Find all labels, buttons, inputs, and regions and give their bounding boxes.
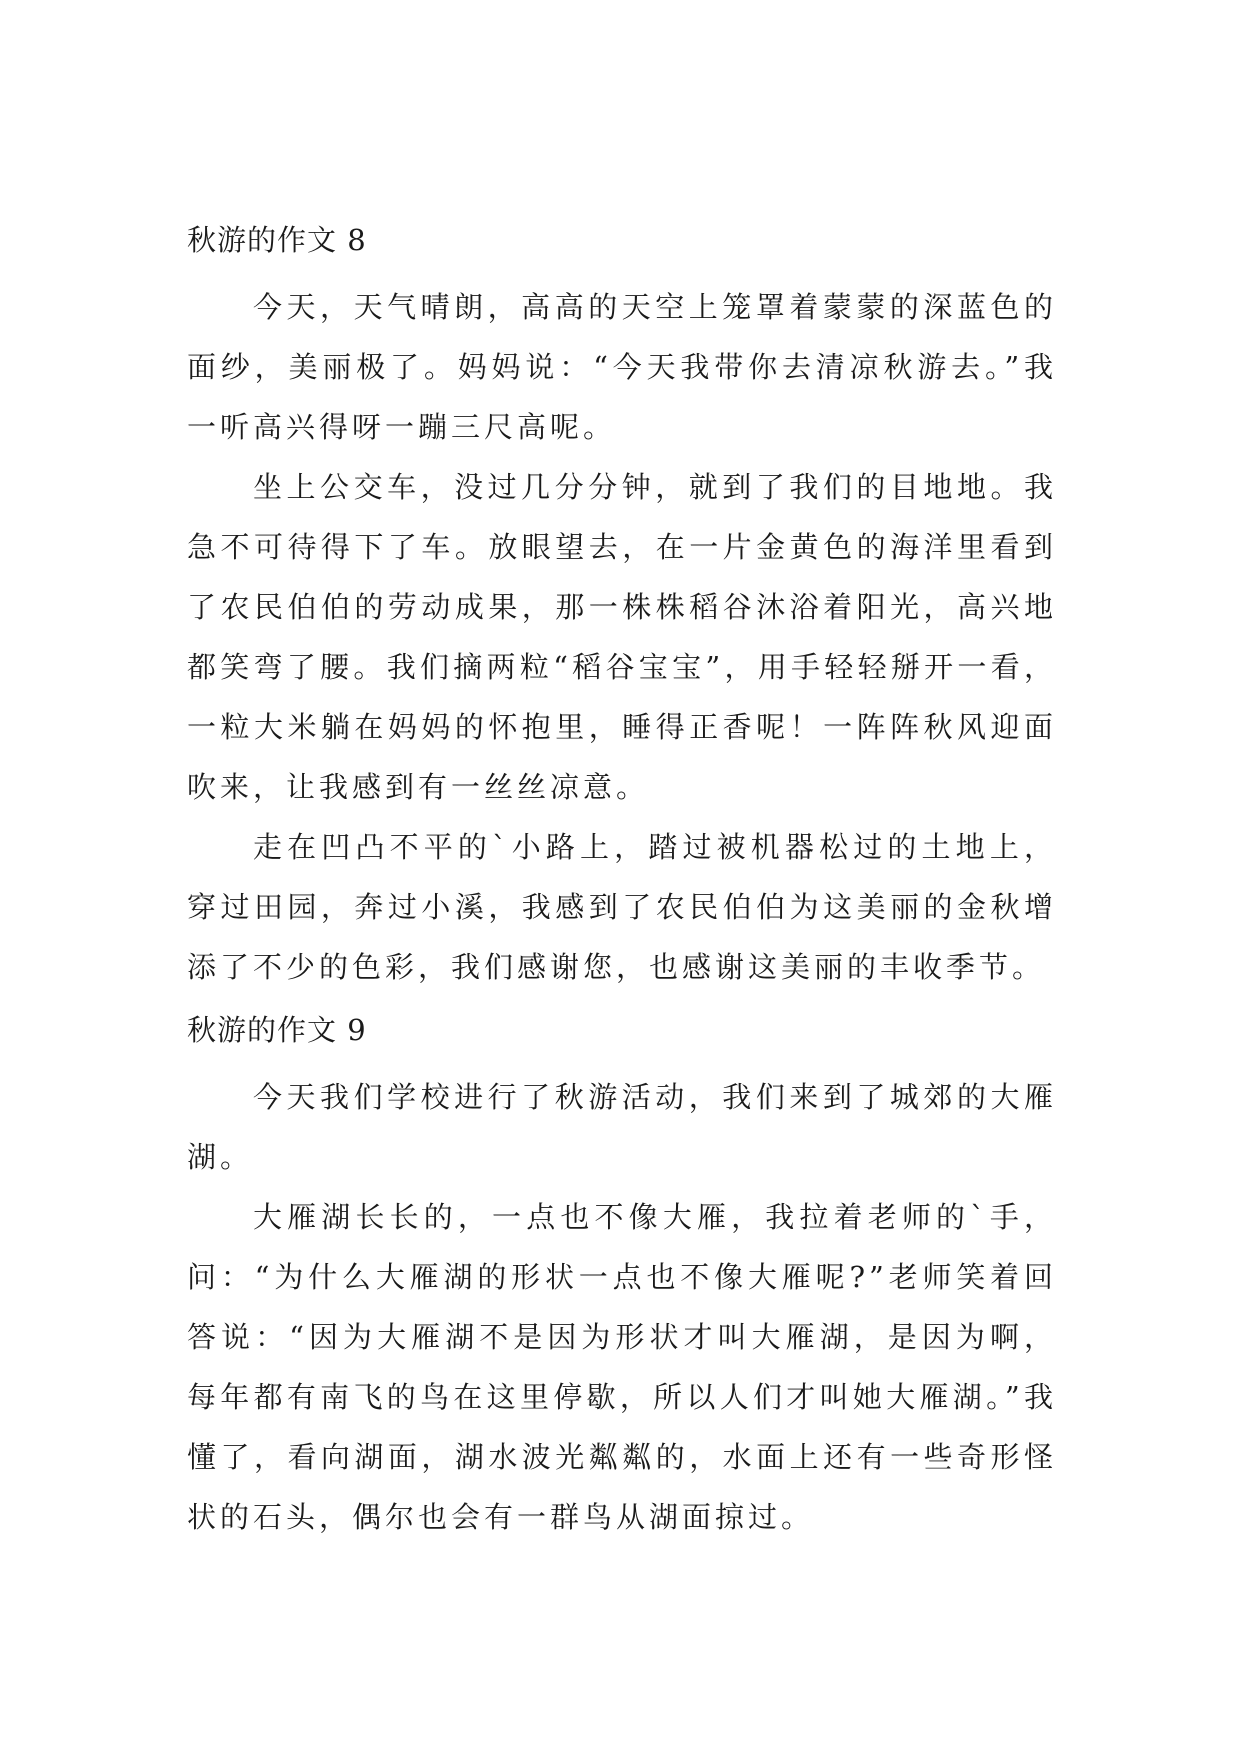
paragraph: 今天，天气晴朗，高高的天空上笼罩着蒙蒙的深蓝色的面纱，美丽极了。妈妈说：“今天我带你去清凉秋游去。”我一听高兴得呀一蹦三尺高呢。 xyxy=(187,290,1057,444)
essay-title: 秋游的作文 8 xyxy=(187,223,367,257)
paragraph: 走在凹凸不平的`小路上，踏过被机器松过的土地上，穿过田园，奔过小溪，我感到了农民伯伯为这美丽的金秋增添了不少的色彩，我们感谢您，也感谢这美丽的丰收季节。 xyxy=(187,830,1057,984)
essay-title: 秋游的作文 9 xyxy=(187,1013,367,1047)
paragraph: 大雁湖长长的，一点也不像大雁，我拉着老师的`手，问：“为什么大雁湖的形状一点也不像大雁呢?”老师笑着回答说：“因为大雁湖不是因为形状才叫大雁湖，是因为啊，每年都有南飞的鸟在这里停歇，所以人们才叫她大雁湖。”我懂了，看向湖面，湖水波光粼粼的，水面上还有一些奇形怪状的石头，偶尔也会有一群鸟从湖面掠过。 xyxy=(187,1200,1057,1534)
essay-section-8 xyxy=(187,220,1057,997)
essay-section-9 xyxy=(187,1010,1057,1547)
paragraph: 坐上公交车，没过几分分钟，就到了我们的目地地。我急不可待得下了车。放眼望去，在一片金黄色的海洋里看到了农民伯伯的劳动成果，那一株株稻谷沐浴着阳光，高兴地都笑弯了腰。我们摘两粒“稻谷宝宝”，用手轻轻掰开一看，一粒大米躺在妈妈的怀抱里，睡得正香呢！一阵阵秋风迎面吹来，让我感到有一丝丝凉意。 xyxy=(187,470,1057,804)
paragraph: 今天我们学校进行了秋游活动，我们来到了城郊的大雁湖。 xyxy=(187,1080,1057,1174)
